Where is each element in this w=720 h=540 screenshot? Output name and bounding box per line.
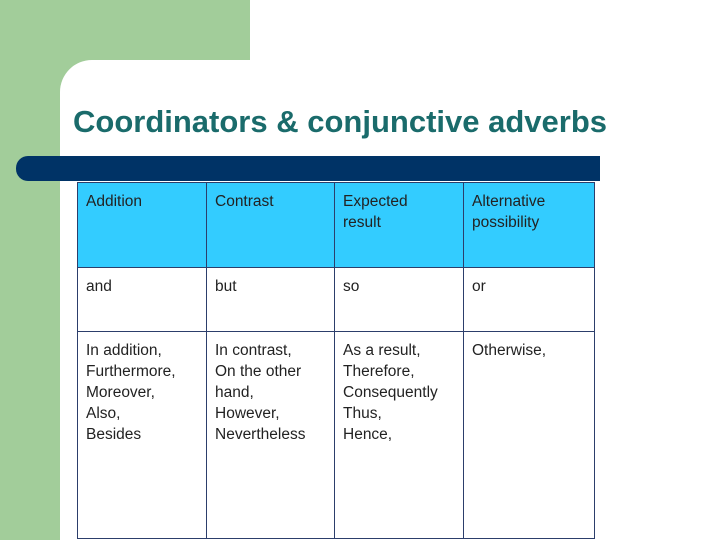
cell-adverbs-contrast: In contrast, On the other hand, However, Nevertheless [207, 332, 335, 539]
header-contrast: Contrast [207, 183, 335, 268]
cell-adverbs-addition: In addition, Furthermore, Moreover, Also, Besides [78, 332, 207, 539]
cell-coordinator-addition: and [78, 268, 207, 332]
header-alternative-possibility: Alternative possibility [464, 183, 595, 268]
table-header-row [78, 183, 595, 268]
title-underline-bar [16, 156, 600, 181]
cell-adverbs-alternative: Otherwise, [464, 332, 595, 539]
cell-coordinator-contrast: but [207, 268, 335, 332]
cell-coordinator-result: so [335, 268, 464, 332]
slide-title: Coordinators & conjunctive adverbs [73, 104, 607, 139]
table-row [78, 332, 595, 539]
table-row [78, 268, 595, 332]
conjunctions-table [77, 182, 595, 539]
header-expected-result: Expected result [335, 183, 464, 268]
cell-adverbs-result: As a result, Therefore, Consequently Thus, Hence, [335, 332, 464, 539]
cell-coordinator-alternative: or [464, 268, 595, 332]
header-addition: Addition [78, 183, 207, 268]
